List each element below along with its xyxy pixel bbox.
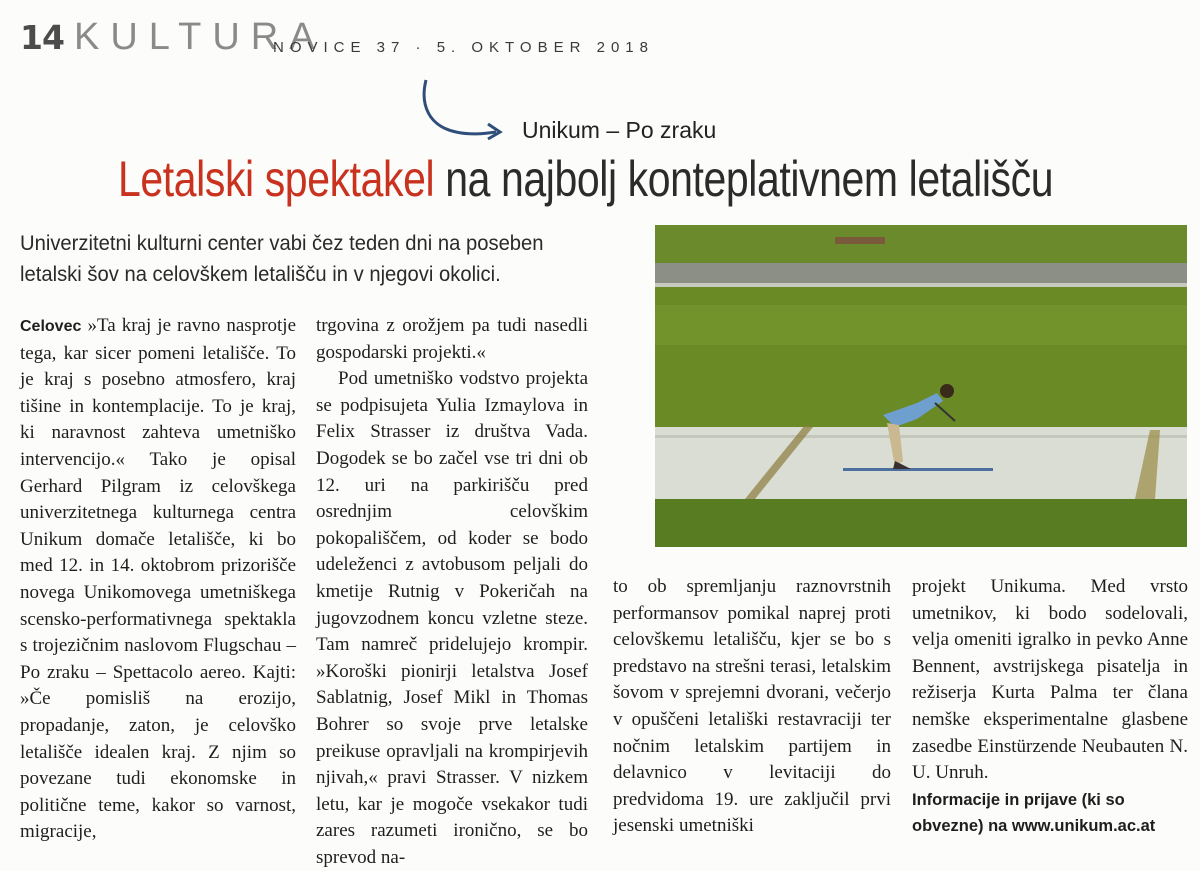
article-dateline: Celovec xyxy=(20,318,82,335)
headline-rest: na najbolj konteplativnem letališču xyxy=(445,151,1054,207)
column-2-paragraph-1: trgovina z orožjem pa tudi nasedli gospodarski projekti.« xyxy=(316,315,588,363)
column-3-text: to ob spremljanju raznovrstnih performansov pomikal naprej proti celovškemu letališču, kjer se bo s predstavo na strešni terasi, letalskim šovom v sprejemni dvorani, večerjo v opuščeni letališki restavraciji ter nočnim letalskim partijem in delavnico v levitaciji do predvidoma 19. ure zaključil prvi jesenski umetniški xyxy=(613,576,891,837)
article-column-2 xyxy=(316,313,588,871)
headline-highlight: Letalski spektakel xyxy=(118,151,435,207)
page-number: 14 xyxy=(20,18,64,57)
curved-arrow-icon xyxy=(418,76,510,148)
article-column-3 xyxy=(613,574,891,840)
article-lead: Univerzitetni kulturni center vabi čez teden dni na poseben letalski šov na celovškem letališču in v njegovi okolici. xyxy=(20,231,544,286)
article-photo xyxy=(655,225,1187,547)
article-headline xyxy=(118,150,1053,208)
article-column-4 xyxy=(912,574,1188,839)
info-note: Informacije in prijave (ki so obvezne) na www.unikum.ac.at xyxy=(912,790,1156,835)
article-column-1 xyxy=(20,313,296,846)
article-kicker: Unikum – Po zraku xyxy=(522,117,717,143)
column-4-text: projekt Unikuma. Med vrsto umetnikov, ki bodo sodelovali, velja omeniti igralko in pevko Anne Bennent, avstrijskega pisatelja in režiserja Kurta Palma ter člana nemške eksperimentalne glasbene zasedbe Einstürzende Neubauten N. U. Unruh. xyxy=(912,576,1188,784)
column-2-paragraph-2: Pod umetniško vodstvo projekta se podpisujeta Yulia Izmaylova in Felix Strasser iz društva Vada. Dogodek se bo začel vse tri dni ob 12. uri na parkirišču pred osrednjim celovškim pokopališčem, od koder se bodo udeleženci z avtobusom peljali do kmetije Rutnig v Pokeričah na jugovzodnem koncu vzletne steze. Tam namreč pridelujejo krompir. »Koroški pionirji letalstva Josef Sablatnig, Josef Mikl in Thomas Bohrer so svoje prve letalske preikuse opravljali na krompirjevih njivah,« pravi Strasser. V nizkem letu, kar je mogoče vsekakor tudi zares razumeti ironično, se bo sprevod na- xyxy=(316,368,588,868)
column-1-text: »Ta kraj je ravno nasprotje tega, kar sicer pomeni letališče. To je kraj s posebno atmosfero, kraj tišine in kontemplacije. To je kraj, ki naravnost zahteva umetniško intervencijo.« Tako je opisal Gerhard Pilgram iz celovškega univerzitetnega kulturnega centra Unikum domače letališče, ki bo med 12. in 14. oktobrom prizorišče novega Unikomovega umetniškega scensko-performativnega spektakla s trojezičnim naslovom Flugschau – Po zraku – Spettacolo aereo. Kajti: »Če pomisliš na erozijo, propadanje, zaton, je celovško letališče idealen kraj. Z njim so povezane tudi ekonomske in politične teme, kakor so varnost, migracije, xyxy=(20,315,297,843)
section-title: KULTURA xyxy=(74,16,326,58)
issue-info: NOVICE 37 · 5. OKTOBER 2018 xyxy=(273,39,654,56)
